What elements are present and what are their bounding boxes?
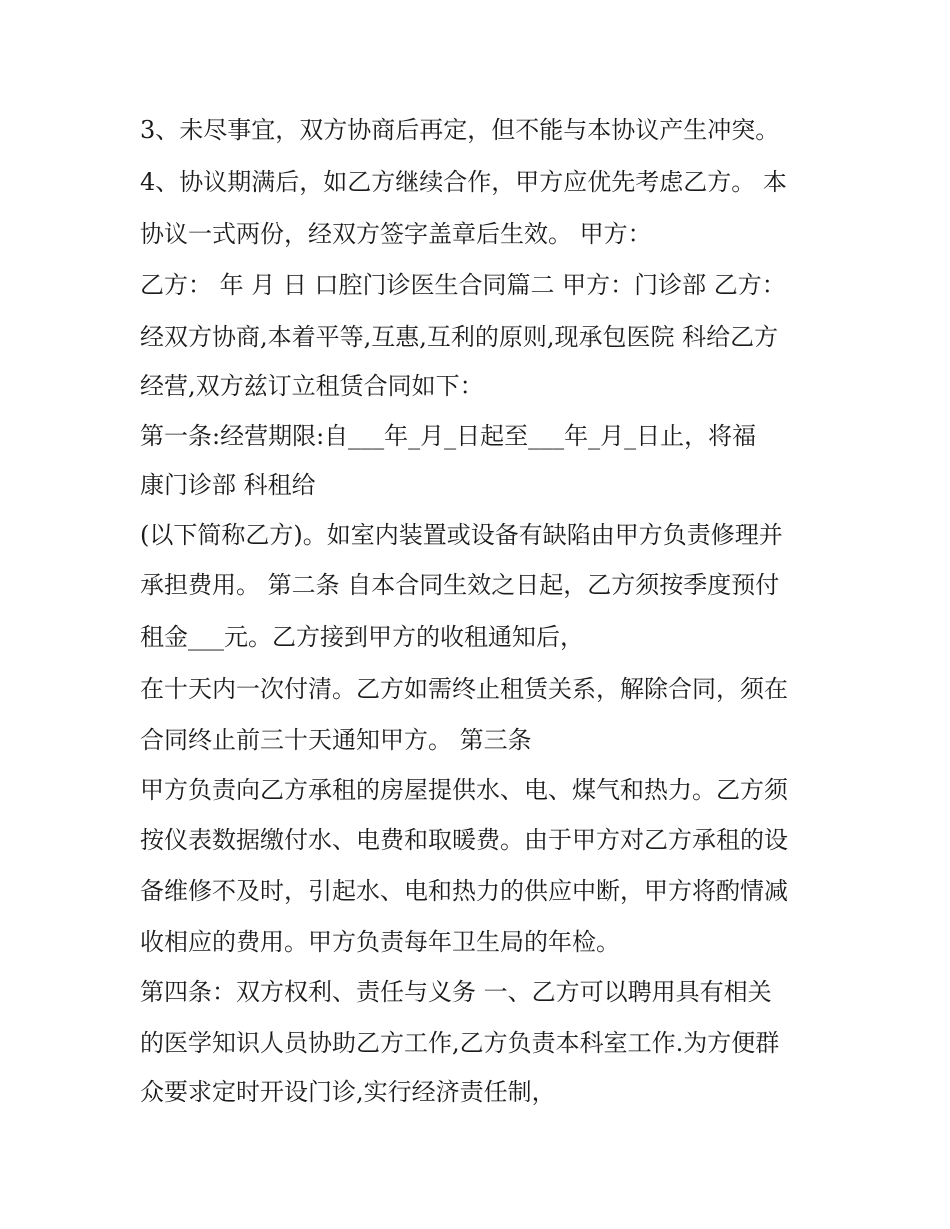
text-line: 协议一式两份，经双方签字盖章后生效。 甲方：	[140, 220, 652, 248]
text-line: 甲方负责向乙方承租的房屋提供水、电、煤气和热力。乙方须	[140, 776, 788, 804]
text-line: 乙方： 年 月 日 口腔门诊医生合同篇二 甲方：门诊部 乙方：	[140, 271, 786, 299]
text-line: 在十天内一次付清。乙方如需终止租赁关系，解除合同，须在	[140, 675, 788, 703]
text-line: 众要求定时开设门诊,实行经济责任制，	[140, 1078, 556, 1106]
text-line: 经双方协商,本着平等,互惠,互利的原则,现承包医院 科给乙方	[140, 323, 779, 351]
text-line: 第四条：双方权利、责任与义务 一、乙方可以聘用具有相关	[140, 978, 772, 1006]
text-line: 按仪表数据缴付水、电费和取暖费。由于甲方对乙方承租的设	[140, 826, 788, 854]
text-line: (以下简称乙方)。如室内装置或设备有缺陷由甲方负责修理并	[140, 521, 783, 549]
text-line: 康门诊部 科租给	[140, 471, 316, 499]
text-line: 承担费用。 第二条 自本合同生效之日起，乙方须按季度预付	[140, 571, 780, 599]
text-line: 3、未尽事宜，双方协商后再定，但不能与本协议产生冲突。	[140, 116, 780, 144]
text-line: 经营,双方兹订立租赁合同如下：	[140, 372, 484, 400]
text-line: 收相应的费用。甲方负责每年卫生局的年检。	[140, 928, 620, 956]
text-line: 的医学知识人员协助乙方工作,乙方负责本科室工作.为方便群	[140, 1029, 780, 1057]
text-line: 租金___元。乙方接到甲方的收租通知后，	[140, 623, 584, 651]
text-line: 备维修不及时，引起水、电和热力的供应中断，甲方将酌情减	[140, 877, 788, 905]
text-line: 第一条:经营期限:自___年_月_日起至___年_月_日止，将福	[140, 422, 757, 450]
text-line: 4、协议期满后，如乙方继续合作，甲方应优先考虑乙方。 本	[140, 168, 787, 196]
text-line: 合同终止前三十天通知甲方。 第三条	[140, 726, 532, 754]
